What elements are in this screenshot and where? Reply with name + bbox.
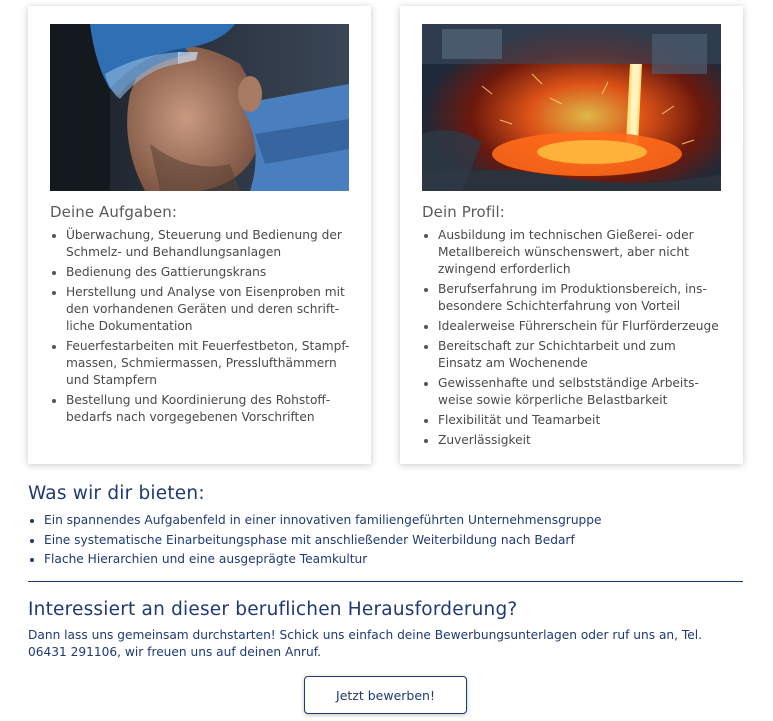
offer-list [28,511,602,570]
list-item: Bereitschaft zur Schichtarbeit und zum Einsatz am Wochenende [422,338,722,372]
cta-title: Interessiert an dieser beruflichen Herausforderung? [28,599,518,620]
profile-card [400,6,743,464]
profile-title: Dein Profil: [422,203,505,221]
apply-button[interactable]: Jetzt bewerben! [304,676,467,714]
list-item: Flache Hierarchien und eine ausgeprägte Teamkultur [28,550,602,570]
list-item: Berufserfahrung im Produktionsbereich, ins-besondere Schichterfahrung von Vorteil [422,281,722,315]
section-divider [28,581,743,582]
list-item: Ausbildung im technischen Gießerei- oder Metallbereich wünschenswert, aber nicht zwingend erforderlich [422,227,722,278]
list-item: Gewissenhafte und selbstständige Arbeits-weise sowie körperliche Belastbarkeit [422,375,722,409]
list-item: Überwachung, Steuerung und Bedienung der Schmelz- und Behandlungsanlagen [50,227,350,261]
profile-list [422,227,722,452]
tasks-card [28,6,371,464]
list-item: Eine systematische Einarbeitungsphase mit anschließender Weiterbildung nach Bedarf [28,531,602,551]
offer-title: Was wir dir bieten: [28,483,205,504]
list-item: Feuerfestarbeiten mit Feuerfestbeton, Stampf-massen, Schmiermassen, Presslufthämmern und Stampfern [50,338,350,389]
list-item: Ein spannendes Aufgabenfeld in einer innovativen familiengeführten Unternehmensgruppe [28,511,602,531]
cta-text: Dann lass uns gemeinsam durchstarten! Schick uns einfach deine Bewerbungsunterlagen oder ruf uns an, Tel. 06431 291106, wir freuen uns auf deinen Anruf. [28,628,703,659]
tasks-list [50,227,350,429]
list-item: Bedienung des Gattierungskrans [50,264,350,281]
worker-photo [50,24,349,191]
list-item: Herstellung und Analyse von Eisenproben mit den vorhandenen Geräten und deren schrift-liche Dokumentation [50,284,350,335]
list-item: Flexibilität und Teamarbeit [422,412,722,429]
list-item: Idealerweise Führerschein für Flurförderzeuge [422,318,722,335]
tasks-title: Deine Aufgaben: [50,203,178,221]
list-item: Bestellung und Koordinierung des Rohstoff-bedarfs nach vorgegebenen Vorschriften [50,392,350,426]
foundry-photo [422,24,721,191]
list-item: Zuverlässigkeit [422,432,722,449]
